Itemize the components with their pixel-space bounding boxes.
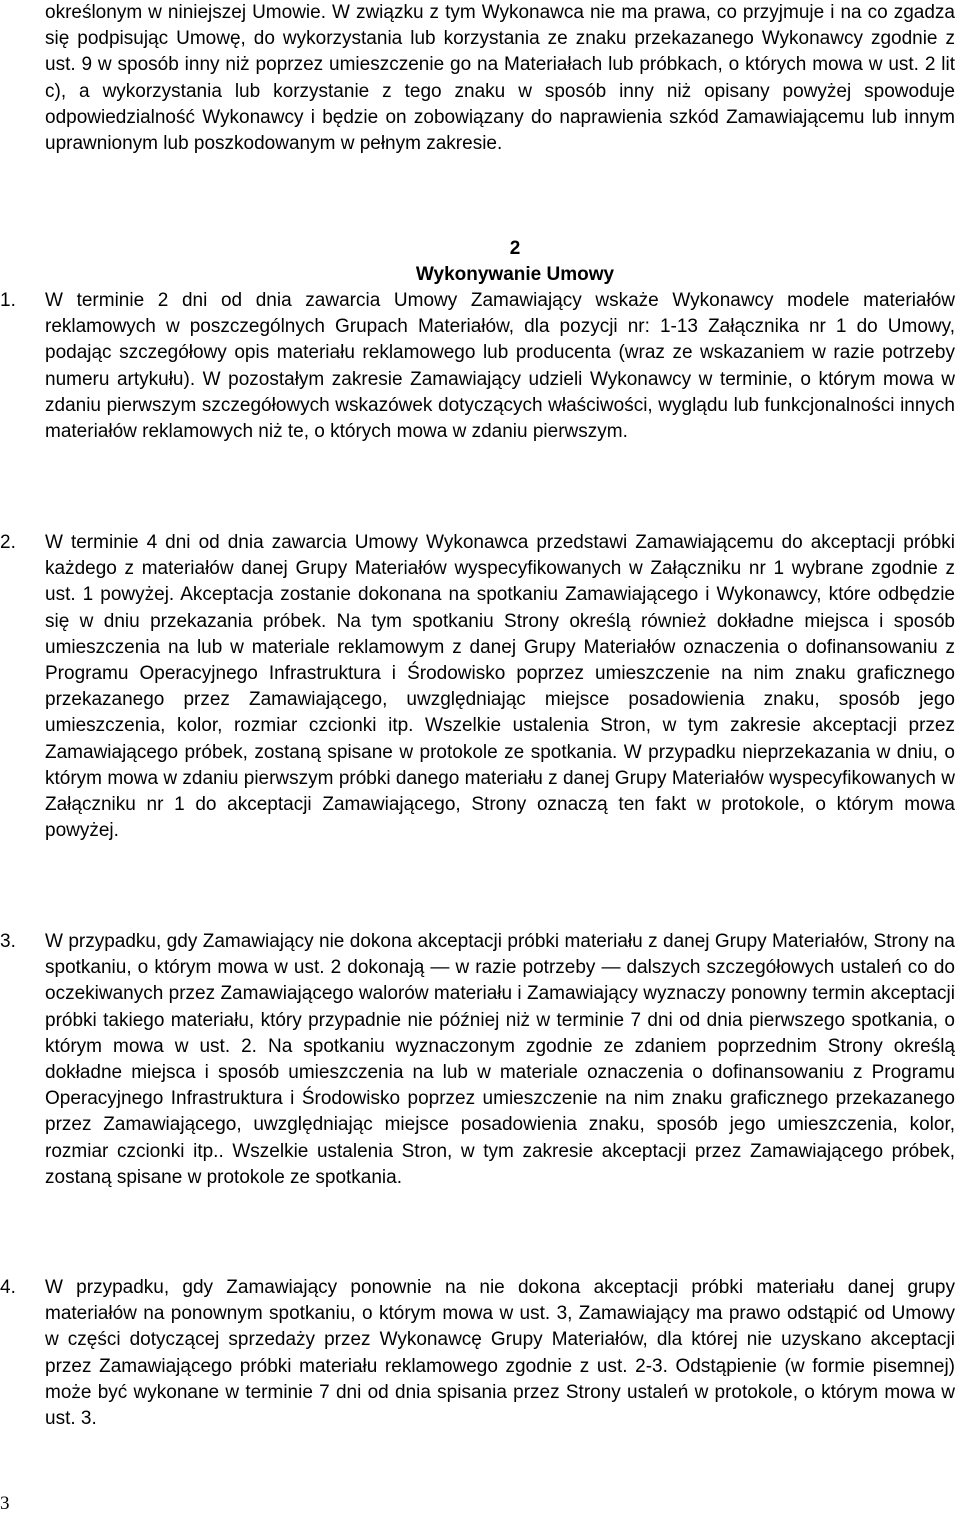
- list-item-number: 2.: [0, 532, 16, 553]
- page-number: 3: [0, 1493, 10, 1514]
- list-item-text: W terminie 4 dni od dnia zawarcia Umowy Wykonawca przedstawi Zamawiającemu do akceptacji próbki każdego z materiałów danej Grupy Materiałów wyspecyfikowanych w Załączniku nr 1 wybrane zgodnie z ust. 1 powyżej. Akceptacja zostanie dokonana na spotkaniu Zamawiającego i Wykonawcy, które odbędzie się w dniu przekazania próbek. Na tym spotkaniu Strony określą również dokładne miejsca i sposób umieszczenia na lub w materiale reklamowym z danej Grupy Materiałów oznaczenia o dofinansowaniu z Programu Operacyjnego Infrastruktura i Środowisko poprzez umieszczenie na nim znaku graficznego przekazanego przez Zamawiającego, uwzględniając miejsce posadowienia znaku, sposób jego umieszczenia, kolor, rozmiar czcionki itp. Wszelkie ustalenia Stron, w tym zakresie akceptacji przez Zamawiającego próbek, zostaną spisane w protokole ze spotkania. W przypadku nieprzekazania w dniu, o którym mowa w zdaniu pierwszym próbki danego materiału z danej Grupy Materiałów wyspecyfikowanych w Załączniku nr 1 do akceptacji Zamawiającego, Strony oznaczą ten fakt w protokole, o którym mowa powyżej.: [45, 532, 955, 842]
- section-title: Wykonywanie Umowy: [415, 264, 615, 285]
- list-item-number: 1.: [0, 290, 16, 311]
- list-item-text: W terminie 2 dni od dnia zawarcia Umowy Zamawiający wskaże Wykonawcy modele materiałów reklamowych w poszczególnych Grupach Materiałów, dla pozycji nr: 1-13 Załącznika nr 1 do Umowy, podając szczegółowy opis materiału reklamowego lub producenta (wraz ze wskazaniem w razie potrzeby numeru artykułu). W pozostałym zakresie Zamawiający udzieli Wykonawcy w terminie, o którym mowa w zdaniu pierwszym szczegółowych wskazówek dotyczących właściwości, wyglądu lub funkcjonalności innych materiałów reklamowych niż te, o których mowa w zdaniu pierwszym.: [45, 290, 955, 443]
- section-number: 2: [509, 238, 521, 259]
- intro-paragraph: określonym w niniejszej Umowie. W związku z tym Wykonawca nie ma prawa, co przyjmuje i na co zgadza się podpisując Umowę, do wykorzystania lub korzystania ze znaku przekazanego Wykonawcy zgodnie z ust. 9 w sposób inny niż poprzez umieszczenie go na Materiałach lub próbkach, o których mowa w ust. 2 lit c), a wykorzystania lub korzystanie z tego znaku w sposób inny niż opisany powyżej spowoduje odpowiedzialność Wykonawcy i będzie on zobowiązany do naprawienia szkód Zamawiającemu lub innym uprawnionym lub poszkodowanym w pełnym zakresie.: [45, 2, 955, 155]
- list-item-text: W przypadku, gdy Zamawiający nie dokona akceptacji próbki materiału z danej Grupy Materiałów, Strony na spotkaniu, o którym mowa w ust. 2 dokonają — w razie potrzeby — dalszych szczegółowych ustaleń co do oczekiwanych przez Zamawiającego walorów materiału i Zamawiający wyznaczy ponowny termin akceptacji próbki takiego materiału, który przypadnie nie później niż w terminie 7 dni od dnia pierwszego spotkania, o którym mowa w ust. 2. Na spotkaniu wyznaczonym zgodnie ze zdaniem poprzednim Strony określą dokładne miejsca i sposób umieszczenia na lub w materiale oznaczenia o dofinansowaniu z Programu Operacyjnego Infrastruktura i Środowisko poprzez umieszczenie na nim znaku graficznego przekazanego przez Zamawiającego, uwzględniając miejsce posadowienia znaku, sposób jego umieszczenia, kolor, rozmiar czcionki itp.. Wszelkie ustalenia Stron, w tym zakresie akceptacji przez Zamawiającego próbek, zostaną spisane w protokole ze spotkania.: [45, 931, 955, 1188]
- list-item-number: 4.: [0, 1277, 16, 1298]
- list-item-number: 3.: [0, 931, 16, 952]
- list-item-text: W przypadku, gdy Zamawiający ponownie na nie dokona akceptacji próbki materiału danej grupy materiałów na ponownym spotkaniu, o którym mowa w ust. 3, Zamawiający ma prawo odstąpić od Umowy w części dotyczącej sprzedaży przez Wykonawcę Grupy Materiałów, dla której nie uzyskano akceptacji przez Zamawiającego próbki materiału reklamowego zgodnie z ust. 2-3. Odstąpienie (w formie pisemnej) może być wykonane w terminie 7 dni od dnia spisania przez Strony ustaleń w protokole, o którym mowa w ust. 3.: [45, 1277, 955, 1430]
